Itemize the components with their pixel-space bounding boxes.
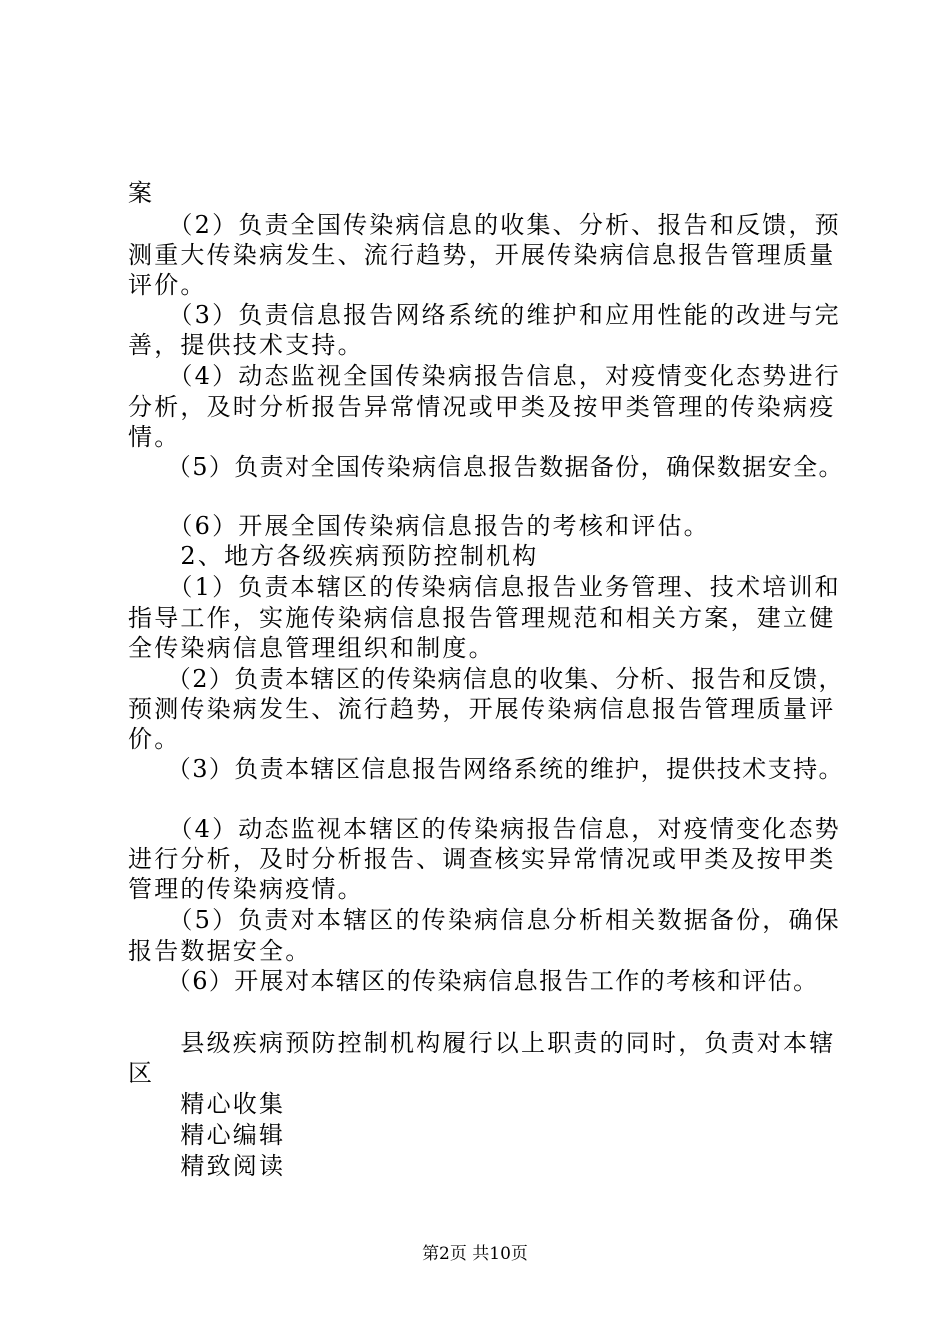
section-heading: 2、地方各级疾病预防控制机构 [128, 542, 539, 570]
text-line: 测重大传染病发生、流行趋势，开展传染病信息报告管理质量 [128, 241, 836, 269]
text-line: （4）动态监视本辖区的传染病报告信息，对疫情变化态势 [128, 815, 841, 843]
text-line: 区 [128, 1059, 155, 1087]
text-line: （1）负责本辖区的传染病信息报告业务管理、技术培训和 [128, 573, 841, 601]
text-line: （6）开展对本辖区的传染病信息报告工作的考核和评估。 [128, 967, 819, 995]
text-line: （6）开展全国传染病信息报告的考核和评估。 [128, 512, 710, 540]
text-line: （3）负责信息报告网络系统的维护和应用性能的改进与完 [128, 301, 841, 329]
text-line: 报告数据安全。 [128, 937, 312, 965]
text-line: 精心编辑 [128, 1121, 286, 1149]
text-line: （2）负责全国传染病信息的收集、分析、报告和反馈，预 [128, 211, 841, 239]
text-line: 分析，及时分析报告异常情况或甲类及按甲类管理的传染病疫 [128, 393, 836, 421]
text-line: 进行分析，及时分析报告、调查核实异常情况或甲类及按甲类 [128, 845, 836, 873]
text-line: 指导工作，实施传染病信息报告管理规范和相关方案，建立健 [128, 604, 836, 632]
text-line: （4）动态监视全国传染病报告信息，对疫情变化态势进行 [128, 362, 841, 390]
text-line: 预测传染病发生、流行趋势，开展传染病信息报告管理质量评 [128, 695, 836, 723]
page-number-footer: 第2页 共10页 [422, 1244, 528, 1264]
text-line: 案 [128, 179, 155, 207]
text-line: 情。 [128, 423, 181, 451]
text-line: 评价。 [128, 271, 207, 299]
text-line: 县级疾病预防控制机构履行以上职责的同时，负责对本辖 [128, 1029, 836, 1057]
text-line: 精心收集 [128, 1090, 286, 1118]
text-line: （3）负责本辖区信息报告网络系统的维护，提供技术支持。 [128, 755, 844, 783]
text-line: （2）负责本辖区的传染病信息的收集、分析、报告和反馈， [128, 665, 844, 693]
text-line: （5）负责对全国传染病信息报告数据备份，确保数据安全。 [128, 453, 844, 481]
text-line: 价。 [128, 725, 181, 753]
text-line: 全传染病信息管理组织和制度。 [128, 634, 495, 662]
text-line: 精致阅读 [128, 1152, 286, 1180]
text-line: （5）负责对本辖区的传染病信息分析相关数据备份，确保 [128, 906, 841, 934]
text-line: 善，提供技术支持。 [128, 331, 364, 359]
text-line: 管理的传染病疫情。 [128, 875, 364, 903]
